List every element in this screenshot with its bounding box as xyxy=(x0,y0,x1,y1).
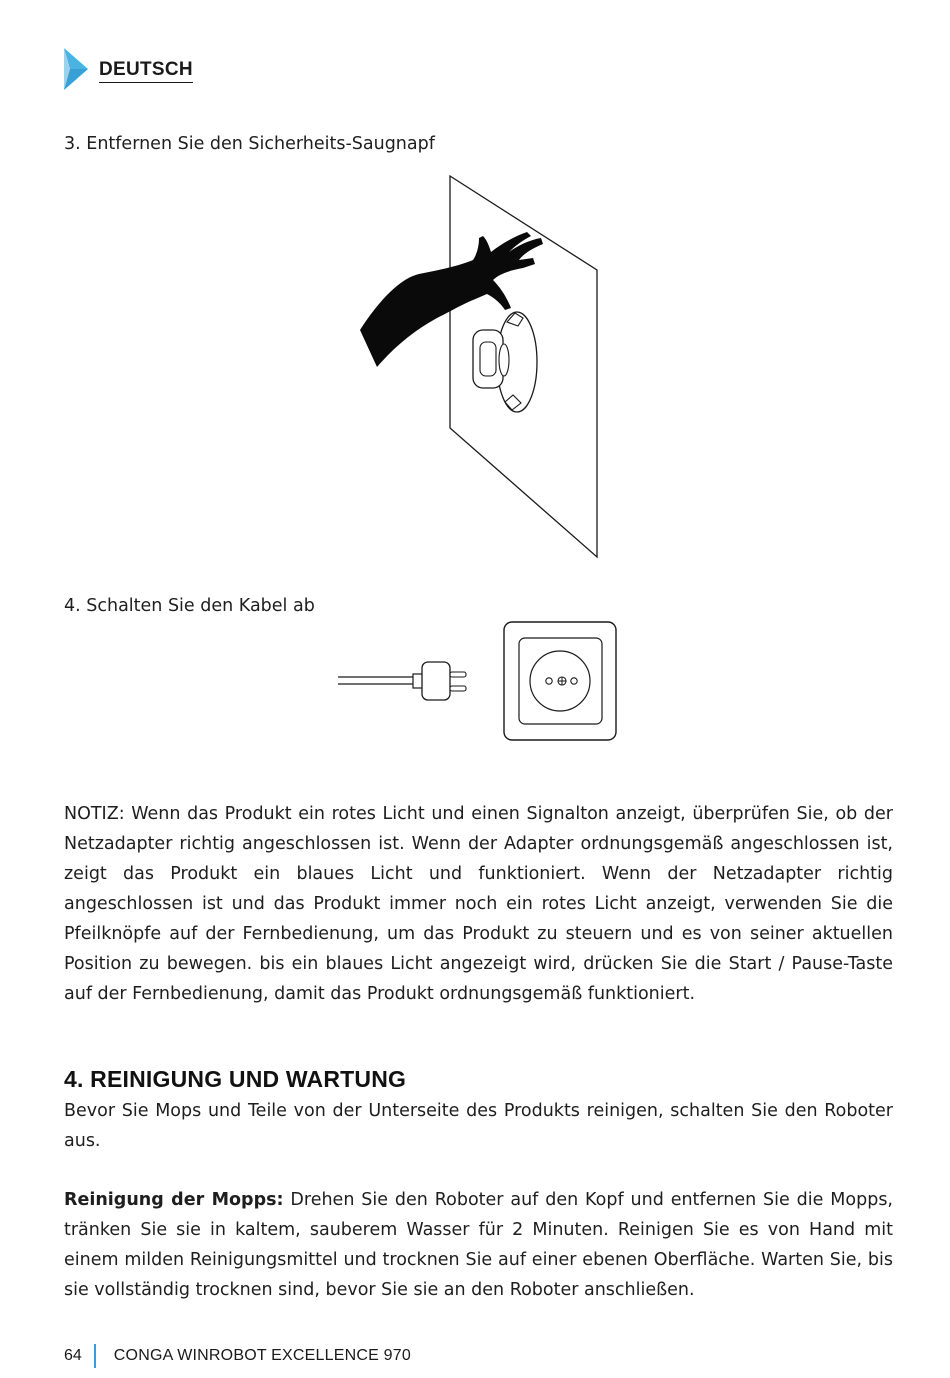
plug-body xyxy=(422,662,450,700)
mops-cleaning-text: Drehen Sie den Roboter auf den Kopf und entfernen Sie die Mopps, tränken Sie sie in kaltem, sauberem Wasser für 2 Minuten. Reinigen Sie es von Hand mit einem milden Reinigungsmittel und trocknen Sie auf einer ebenen Oberfläche. Warten Sie, bis sie vollständig trocknen sind, bevor Sie sie an den Roboter anschließen. xyxy=(64,1190,893,1300)
plug-socket-illustration xyxy=(335,618,625,746)
note-paragraph: NOTIZ: Wenn das Produkt ein rotes Licht und einen Signalton anzeigt, überprüfen Sie, ob der Netzadapter richtig angeschlossen ist. Wenn der Adapter ordnungsgemäß angeschlossen ist, zeigt das Produkt ein blaues Licht und funktioniert. Wenn der Netzadapter richtig angeschlossen ist und das Produkt immer noch ein rotes Licht anzeigt, verwenden Sie die Pfeilknöpfe auf der Fernbedienung, um das Produkt zu steuern und es von seiner aktuellen Position zu bewegen. bis ein blaues Licht angezeigt wird, drücken Sie die Start / Pause-Taste auf der Fernbedienung, damit das Produkt ordnungsgemäß funktioniert. xyxy=(64,804,893,1004)
step-4-heading: 4. Schalten Sie den Kabel ab xyxy=(64,596,315,616)
chevron-logo-icon xyxy=(62,46,90,92)
page-number: 64 xyxy=(64,1347,82,1364)
page-footer xyxy=(64,1343,411,1369)
section-title: 4. REINIGUNG UND WARTUNG xyxy=(64,1066,407,1092)
language-label: DEUTSCH xyxy=(99,59,193,83)
socket-hole xyxy=(546,678,552,684)
product-name: CONGA WINROBOT EXCELLENCE 970 xyxy=(113,1347,411,1364)
step-3-heading: 3. Entfernen Sie den Sicherheits-Saugnapf xyxy=(64,134,435,154)
plug-pin xyxy=(450,672,466,677)
section-intro: Bevor Sie Mops und Teile von der Unterseite des Produkts reinigen, schalten Sie den Roboter aus. xyxy=(64,1101,893,1151)
footer-divider xyxy=(94,1344,96,1368)
suction-cup-removal-illustration xyxy=(355,170,605,562)
mops-cleaning-label: Reinigung der Mopps: xyxy=(64,1190,284,1210)
mops-cleaning-paragraph xyxy=(64,1185,893,1305)
